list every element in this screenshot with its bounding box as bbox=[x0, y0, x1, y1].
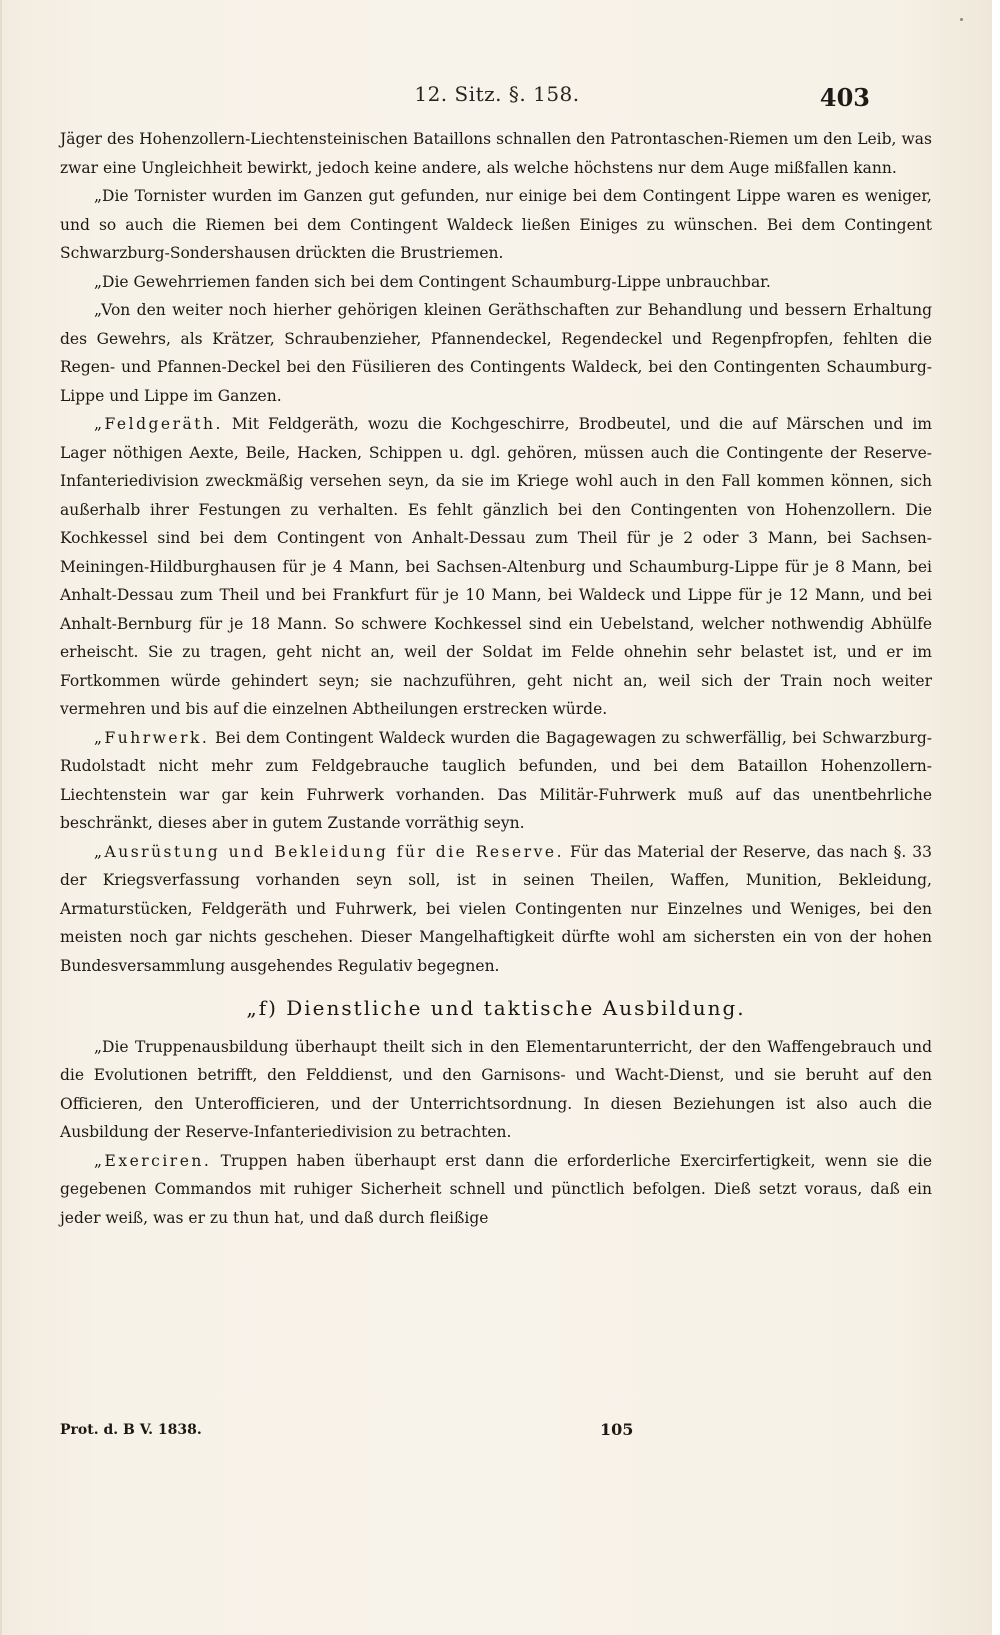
paragraph-text: Truppen haben überhaupt erst dann die erforderliche Exercirfertigkeit, wenn sie die gegebenen Commandos mit ruhiger Sicherheit schnell und pünctlich befolgen. Dieß setzt voraus, daß ein jeder weiß, was er zu thun hat, und daß durch fleißige bbox=[60, 1151, 932, 1227]
page-number: 403 bbox=[819, 83, 870, 112]
paragraph-lead: „Ausrüstung und Bekleidung für die Reserve. bbox=[94, 842, 564, 861]
paragraph-fuhrwerk bbox=[60, 724, 932, 838]
paragraph-lead: „Exerciren. bbox=[94, 1151, 212, 1170]
paragraph-text: Für das Material der Reserve, das nach §. 33 der Kriegsverfassung vorhanden seyn soll, ist in seinen Theilen, Waffen, Munition, Bekleidung, Armaturstücken, Feldgeräth und Fuhrwerk, bei vielen Contingenten nur Einzelnes und Weniges, bei den meisten noch gar nichts geschehen. Dieser Mangelhaftigkeit dürfte wohl am sichersten ein von der hohen Bundesversammlung ausgehendes Regulativ begegnen. bbox=[60, 842, 932, 975]
page-body bbox=[60, 125, 932, 1232]
paragraph-lead: „Fuhrwerk. bbox=[94, 728, 210, 747]
paragraph-feldgeraeth bbox=[60, 410, 932, 724]
sheet-number: 105 bbox=[600, 1420, 634, 1439]
paragraph-text: Bei dem Contingent Waldeck wurden die Bagagewagen zu schwerfällig, bei Schwarzburg-Rudolstadt nicht mehr zum Feldgebrauche tauglich befunden, und bei dem Bataillon Hohenzollern-Liechtenstein war gar kein Fuhrwerk vorhanden. Das Militär-Fuhrwerk muß auf das unentbehrliche beschränkt, dieses aber in gutem Zustande vorräthig seyn. bbox=[60, 728, 932, 832]
paragraph-text: Mit Feldgeräth, wozu die Kochgeschirre, Brodbeutel, und die auf Märschen und im Lager nöthigen Aexte, Beile, Hacken, Schippen u. dgl. gehören, müssen auch die Contingente der Reserve-Infanteriedivision zweckmäßig versehen seyn, da sie im Kriege wohl auch in den Fall kommen können, sich außerhalb ihrer Festungen zu verhalten. Es fehlt gänzlich bei den Contingenten von Hohenzollern. Die Kochkessel sind bei dem Contingent von Anhalt-Dessau zum Theil für je 2 oder 3 Mann, bei Sachsen-Meiningen-Hildburghausen für je 4 Mann, bei Sachsen-Altenburg und Schaumburg-Lippe für je 8 Mann, bei Anhalt-Dessau zum Theil und bei Frankfurt für je 10 Mann, bei Waldeck und Lippe für je 12 Mann, und bei Anhalt-Bernburg für je 18 Mann. So schwere Kochkessel sind ein Uebelstand, welcher nothwendig Abhülfe erheischt. Sie zu tragen, geht nicht an, weil der Soldat im Felde ohnehin sehr belastet ist, und er im Fortkommen würde gehindert seyn; sie nachzuführen, geht nicht an, weil sich der Train noch weiter vermehren und bis auf die einzelnen Abtheilungen erstrecken würde. bbox=[60, 415, 932, 718]
page-footer bbox=[60, 1422, 932, 1438]
paragraph-gewehrriemen: „Die Gewehrriemen fanden sich bei dem Contingent Schaumburg-Lippe unbrauchbar. bbox=[94, 272, 771, 291]
paragraph-ausruestung bbox=[60, 838, 932, 981]
running-head: 12. Sitz. §. 158. bbox=[414, 82, 580, 106]
paragraph-exerciren bbox=[60, 1147, 932, 1233]
paragraph-tornister: „Die Tornister wurden im Ganzen gut gefunden, nur einige bei dem Contingent Lippe waren es weniger, und so auch die Riemen bei dem Contingent Waldeck ließen Einiges zu wünschen. Bei dem Contingent Schwarzburg-Sondershausen drückten die Brustriemen. bbox=[60, 187, 932, 262]
paragraph-continuation: Jäger des Hohenzollern-Liechtensteinischen Bataillons schnallen den Patrontaschen-Riemen um den Leib, was zwar eine Ungleichheit bewirkt, jedoch keine andere, als welche höchstens nur dem Auge mißfallen kann. bbox=[60, 130, 932, 177]
paper-speck bbox=[960, 18, 963, 21]
section-heading: „f) Dienstliche und taktische Ausbildung. bbox=[246, 996, 746, 1020]
paragraph-lead: „Feldgeräth. bbox=[94, 415, 223, 433]
paragraph-truppenausbildung: „Die Truppenausbildung überhaupt theilt sich in den Elementarunterricht, der den Waffengebrauch und die Evolutionen betrifft, den Felddienst, und den Garnisons- und Wacht-Dienst, und sie beruht auf den Officieren, den Unterofficieren, und der Unterrichtsordnung. In diesen Beziehungen ist also auch die Ausbildung der Reserve-Infanteriedivision zu betrachten. bbox=[60, 1037, 932, 1141]
printer-signature: Prot. d. B V. 1838. bbox=[60, 1422, 202, 1438]
paragraph-geraethschaften: „Von den weiter noch hierher gehörigen kleinen Geräthschaften zur Behandlung und bessern Erhaltung des Gewehrs, als Krätzer, Schraubenzieher, Pfannendeckel, Regendeckel und Regenpfropfen, fehlten die Regen- und Pfannen-Deckel bei den Füsilieren des Contingents Waldeck, bei den Contingenten Schaumburg-Lippe und Lippe im Ganzen. bbox=[60, 301, 932, 405]
